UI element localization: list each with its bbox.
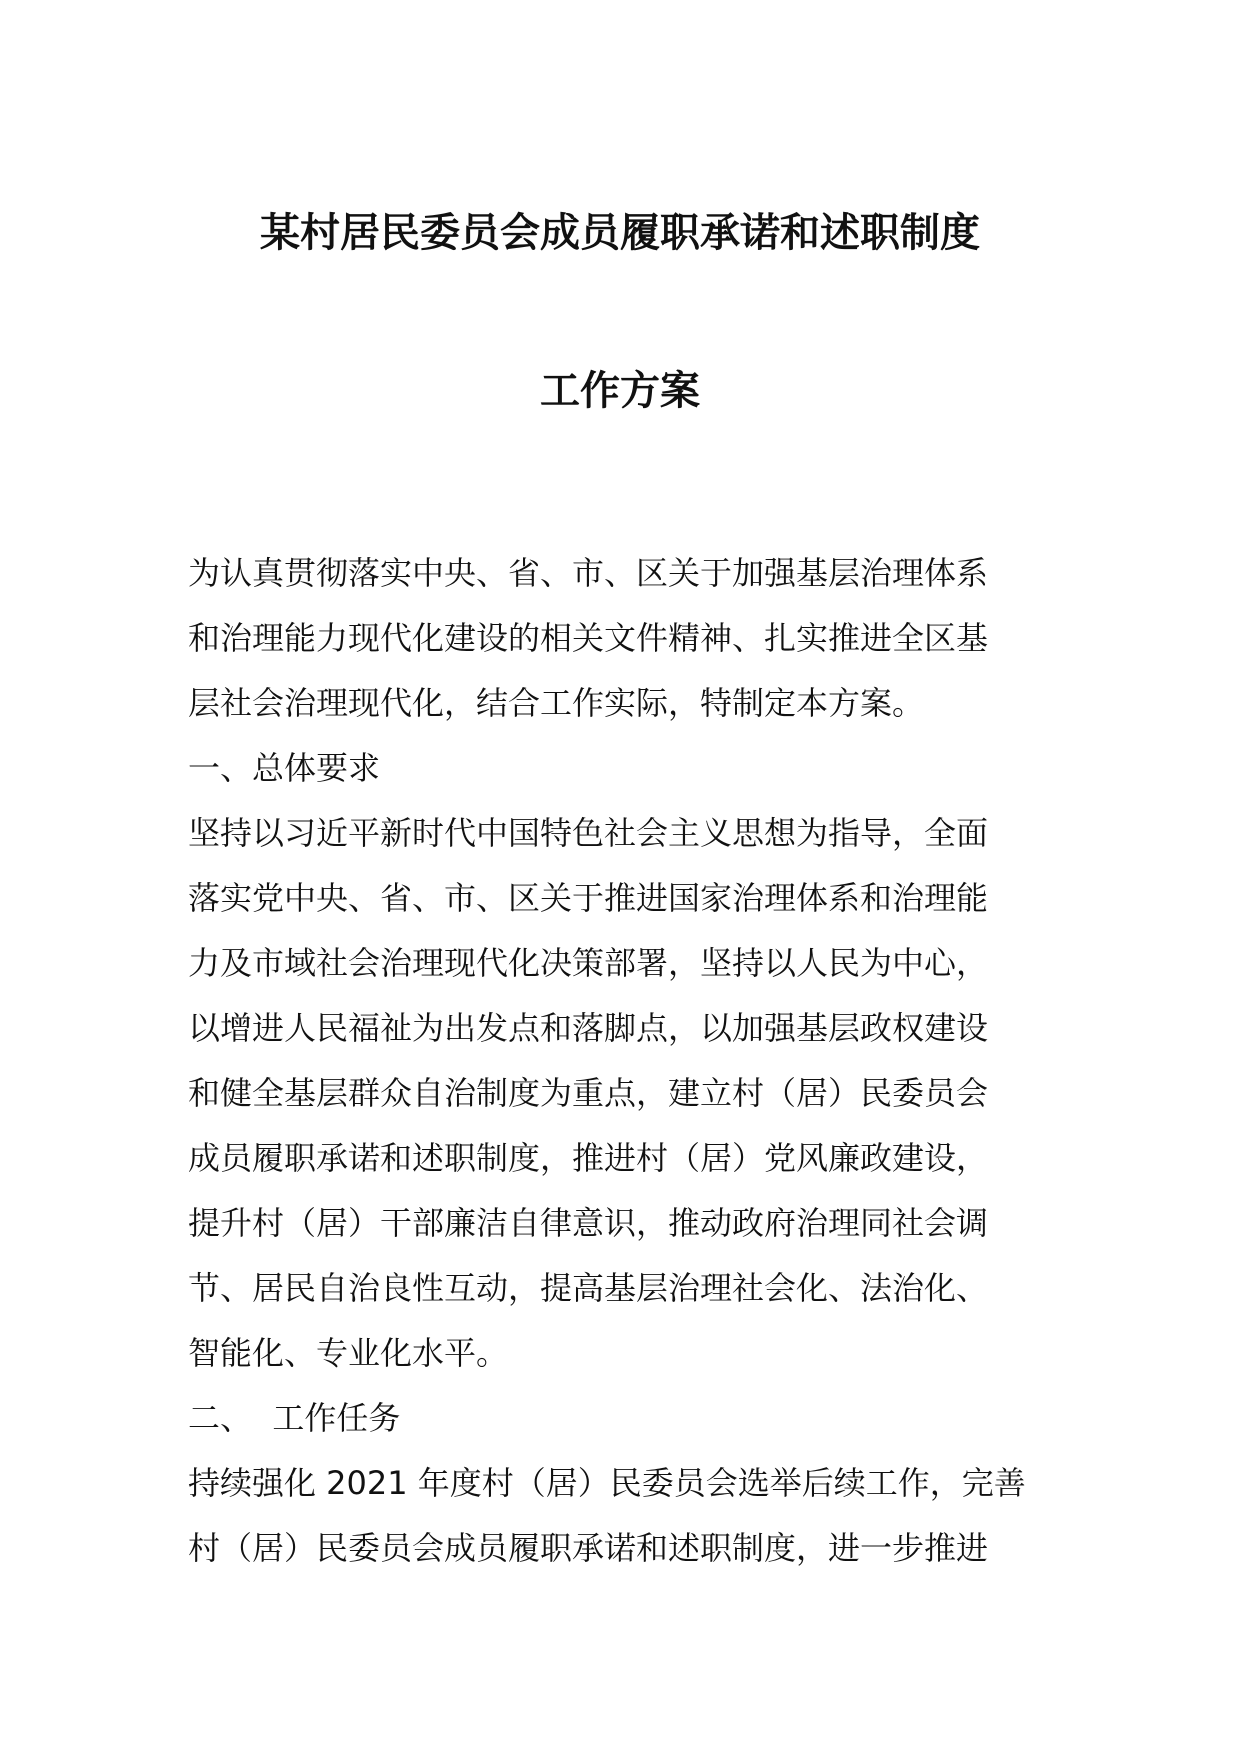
body-line: 层社会治理现代化，结合工作实际，特制定本方案。 [188,684,925,722]
document-title-line-2: 工作方案 [540,368,700,414]
body-line: 落实党中央、省、市、区关于推进国家治理体系和治理能 [188,879,989,917]
section-heading: 一、总体要求 [188,749,381,787]
body-line: 为认真贯彻落实中央、省、市、区关于加强基层治理体系 [188,554,989,592]
section-heading: 二、 工作任务 [188,1399,401,1437]
body-line: 智能化、专业化水平。 [188,1334,509,1372]
document-title-line-1: 某村居民委员会成员履职承诺和述职制度 [260,210,980,256]
body-line: 力及市域社会治理现代化决策部署，坚持以人民为中心， [188,944,989,982]
body-line: 持续强化 2021 年度村（居）民委员会选举后续工作，完善 [188,1464,1026,1502]
body-line: 和健全基层群众自治制度为重点，建立村（居）民委员会 [188,1074,989,1112]
body-line: 坚持以习近平新时代中国特色社会主义思想为指导，全面 [188,814,989,852]
body-line: 村（居）民委员会成员履职承诺和述职制度，进一步推进 [188,1529,989,1567]
body-line: 和治理能力现代化建设的相关文件精神、扎实推进全区基 [188,619,989,657]
body-line: 提升村（居）干部廉洁自律意识，推动政府治理同社会调 [188,1204,989,1242]
body-line: 节、居民自治良性互动，提高基层治理社会化、法治化、 [188,1269,989,1307]
body-line: 以增进人民福祉为出发点和落脚点，以加强基层政权建设 [188,1009,989,1047]
body-line: 成员履职承诺和述职制度，推进村（居）党风廉政建设， [188,1139,989,1177]
